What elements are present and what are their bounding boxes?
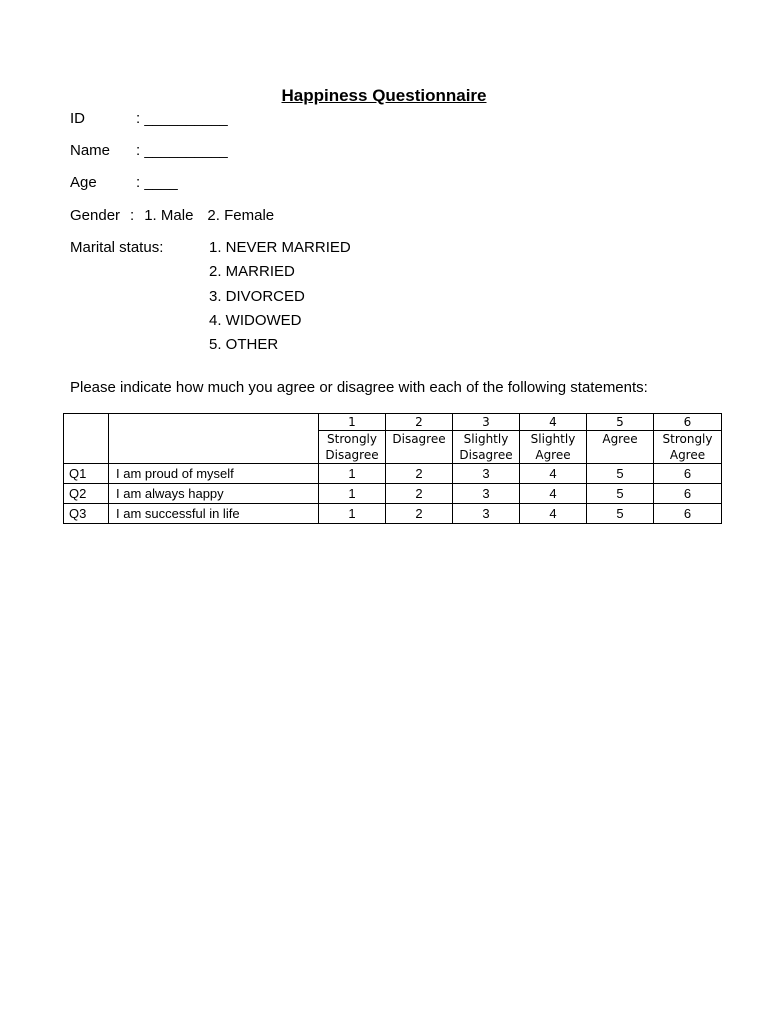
scale-label-line: Strongly — [327, 432, 377, 446]
question-statement: I am proud of myself — [109, 464, 319, 484]
marital-option-married[interactable]: 2. MARRIED — [209, 263, 295, 281]
header-empty-id-cell — [64, 414, 109, 464]
scale-label-line: Agree — [669, 448, 706, 462]
marital-option-never-married[interactable]: 1. NEVER MARRIED — [209, 239, 351, 256]
gender-option-female[interactable]: 2. Female — [207, 207, 275, 224]
scale-number: 4 — [520, 414, 587, 431]
age-field-row — [70, 174, 178, 192]
marital-status-label: Marital status: — [70, 239, 164, 256]
scale-label-line: Agree — [535, 448, 571, 462]
question-statement: I am always happy — [109, 484, 319, 504]
scale-label-line: Disagree — [392, 432, 446, 446]
page-title: Happiness Questionnaire — [281, 86, 487, 105]
name-label: Name — [70, 142, 111, 159]
question-id: Q3 — [64, 504, 109, 524]
gender-option-male[interactable]: 1. Male — [144, 207, 194, 224]
rating-table — [63, 413, 722, 524]
gender-separator: : — [130, 207, 135, 224]
scale-label — [453, 431, 520, 464]
scale-label — [386, 431, 453, 464]
scale-label-line: Disagree — [325, 448, 379, 462]
scale-label-line: Disagree — [459, 448, 513, 462]
id-label: ID — [70, 110, 85, 127]
id-blank[interactable]: : __________ — [136, 110, 228, 127]
scale-label-line: Strongly — [662, 432, 713, 446]
question-row — [64, 484, 722, 504]
rating-option[interactable]: 6 — [654, 464, 722, 484]
marital-option-other[interactable]: 5. OTHER — [209, 336, 279, 354]
scale-label — [520, 431, 587, 464]
rating-option[interactable]: 2 — [386, 504, 453, 524]
name-field-row — [70, 142, 228, 160]
question-row — [64, 464, 722, 484]
marital-option-widowed[interactable]: 4. WIDOWED — [209, 311, 302, 329]
scale-number: 1 — [319, 414, 386, 431]
gender-field-row — [70, 207, 288, 225]
scale-label-line: Slightly — [530, 432, 576, 446]
rating-option[interactable]: 5 — [587, 464, 654, 484]
rating-option[interactable]: 5 — [587, 484, 654, 504]
rating-option[interactable]: 4 — [520, 464, 587, 484]
instruction-text: Please indicate how much you agree or disagree with each of the following statements: — [70, 379, 648, 396]
scale-number-row — [64, 414, 722, 431]
gender-label: Gender — [70, 207, 121, 224]
rating-option[interactable]: 2 — [386, 464, 453, 484]
header-empty-statement-cell — [109, 414, 319, 464]
age-label: Age — [70, 174, 97, 191]
question-id: Q1 — [64, 464, 109, 484]
rating-option[interactable]: 3 — [453, 464, 520, 484]
scale-label — [654, 431, 722, 464]
rating-option[interactable]: 4 — [520, 504, 587, 524]
scale-label — [587, 431, 654, 464]
age-blank[interactable]: : ____ — [136, 174, 178, 191]
rating-option[interactable]: 3 — [453, 484, 520, 504]
scale-label-line: Slightly — [463, 432, 509, 446]
scale-number: 6 — [654, 414, 722, 431]
scale-number: 3 — [453, 414, 520, 431]
rating-option[interactable]: 3 — [453, 504, 520, 524]
scale-number: 5 — [587, 414, 654, 431]
question-id: Q2 — [64, 484, 109, 504]
name-blank[interactable]: : __________ — [136, 142, 228, 159]
rating-option[interactable]: 6 — [654, 504, 722, 524]
rating-option[interactable]: 2 — [386, 484, 453, 504]
scale-label — [319, 431, 386, 464]
rating-option[interactable]: 1 — [319, 484, 386, 504]
scale-number: 2 — [386, 414, 453, 431]
question-statement: I am successful in life — [109, 504, 319, 524]
marital-status-options — [209, 239, 351, 360]
rating-option[interactable]: 5 — [587, 504, 654, 524]
rating-option[interactable]: 6 — [654, 484, 722, 504]
rating-option[interactable]: 1 — [319, 464, 386, 484]
scale-label-line: Agree — [602, 432, 638, 446]
question-row — [64, 504, 722, 524]
marital-option-divorced[interactable]: 3. DIVORCED — [209, 287, 305, 305]
rating-option[interactable]: 1 — [319, 504, 386, 524]
id-field-row — [70, 110, 228, 128]
rating-option[interactable]: 4 — [520, 484, 587, 504]
